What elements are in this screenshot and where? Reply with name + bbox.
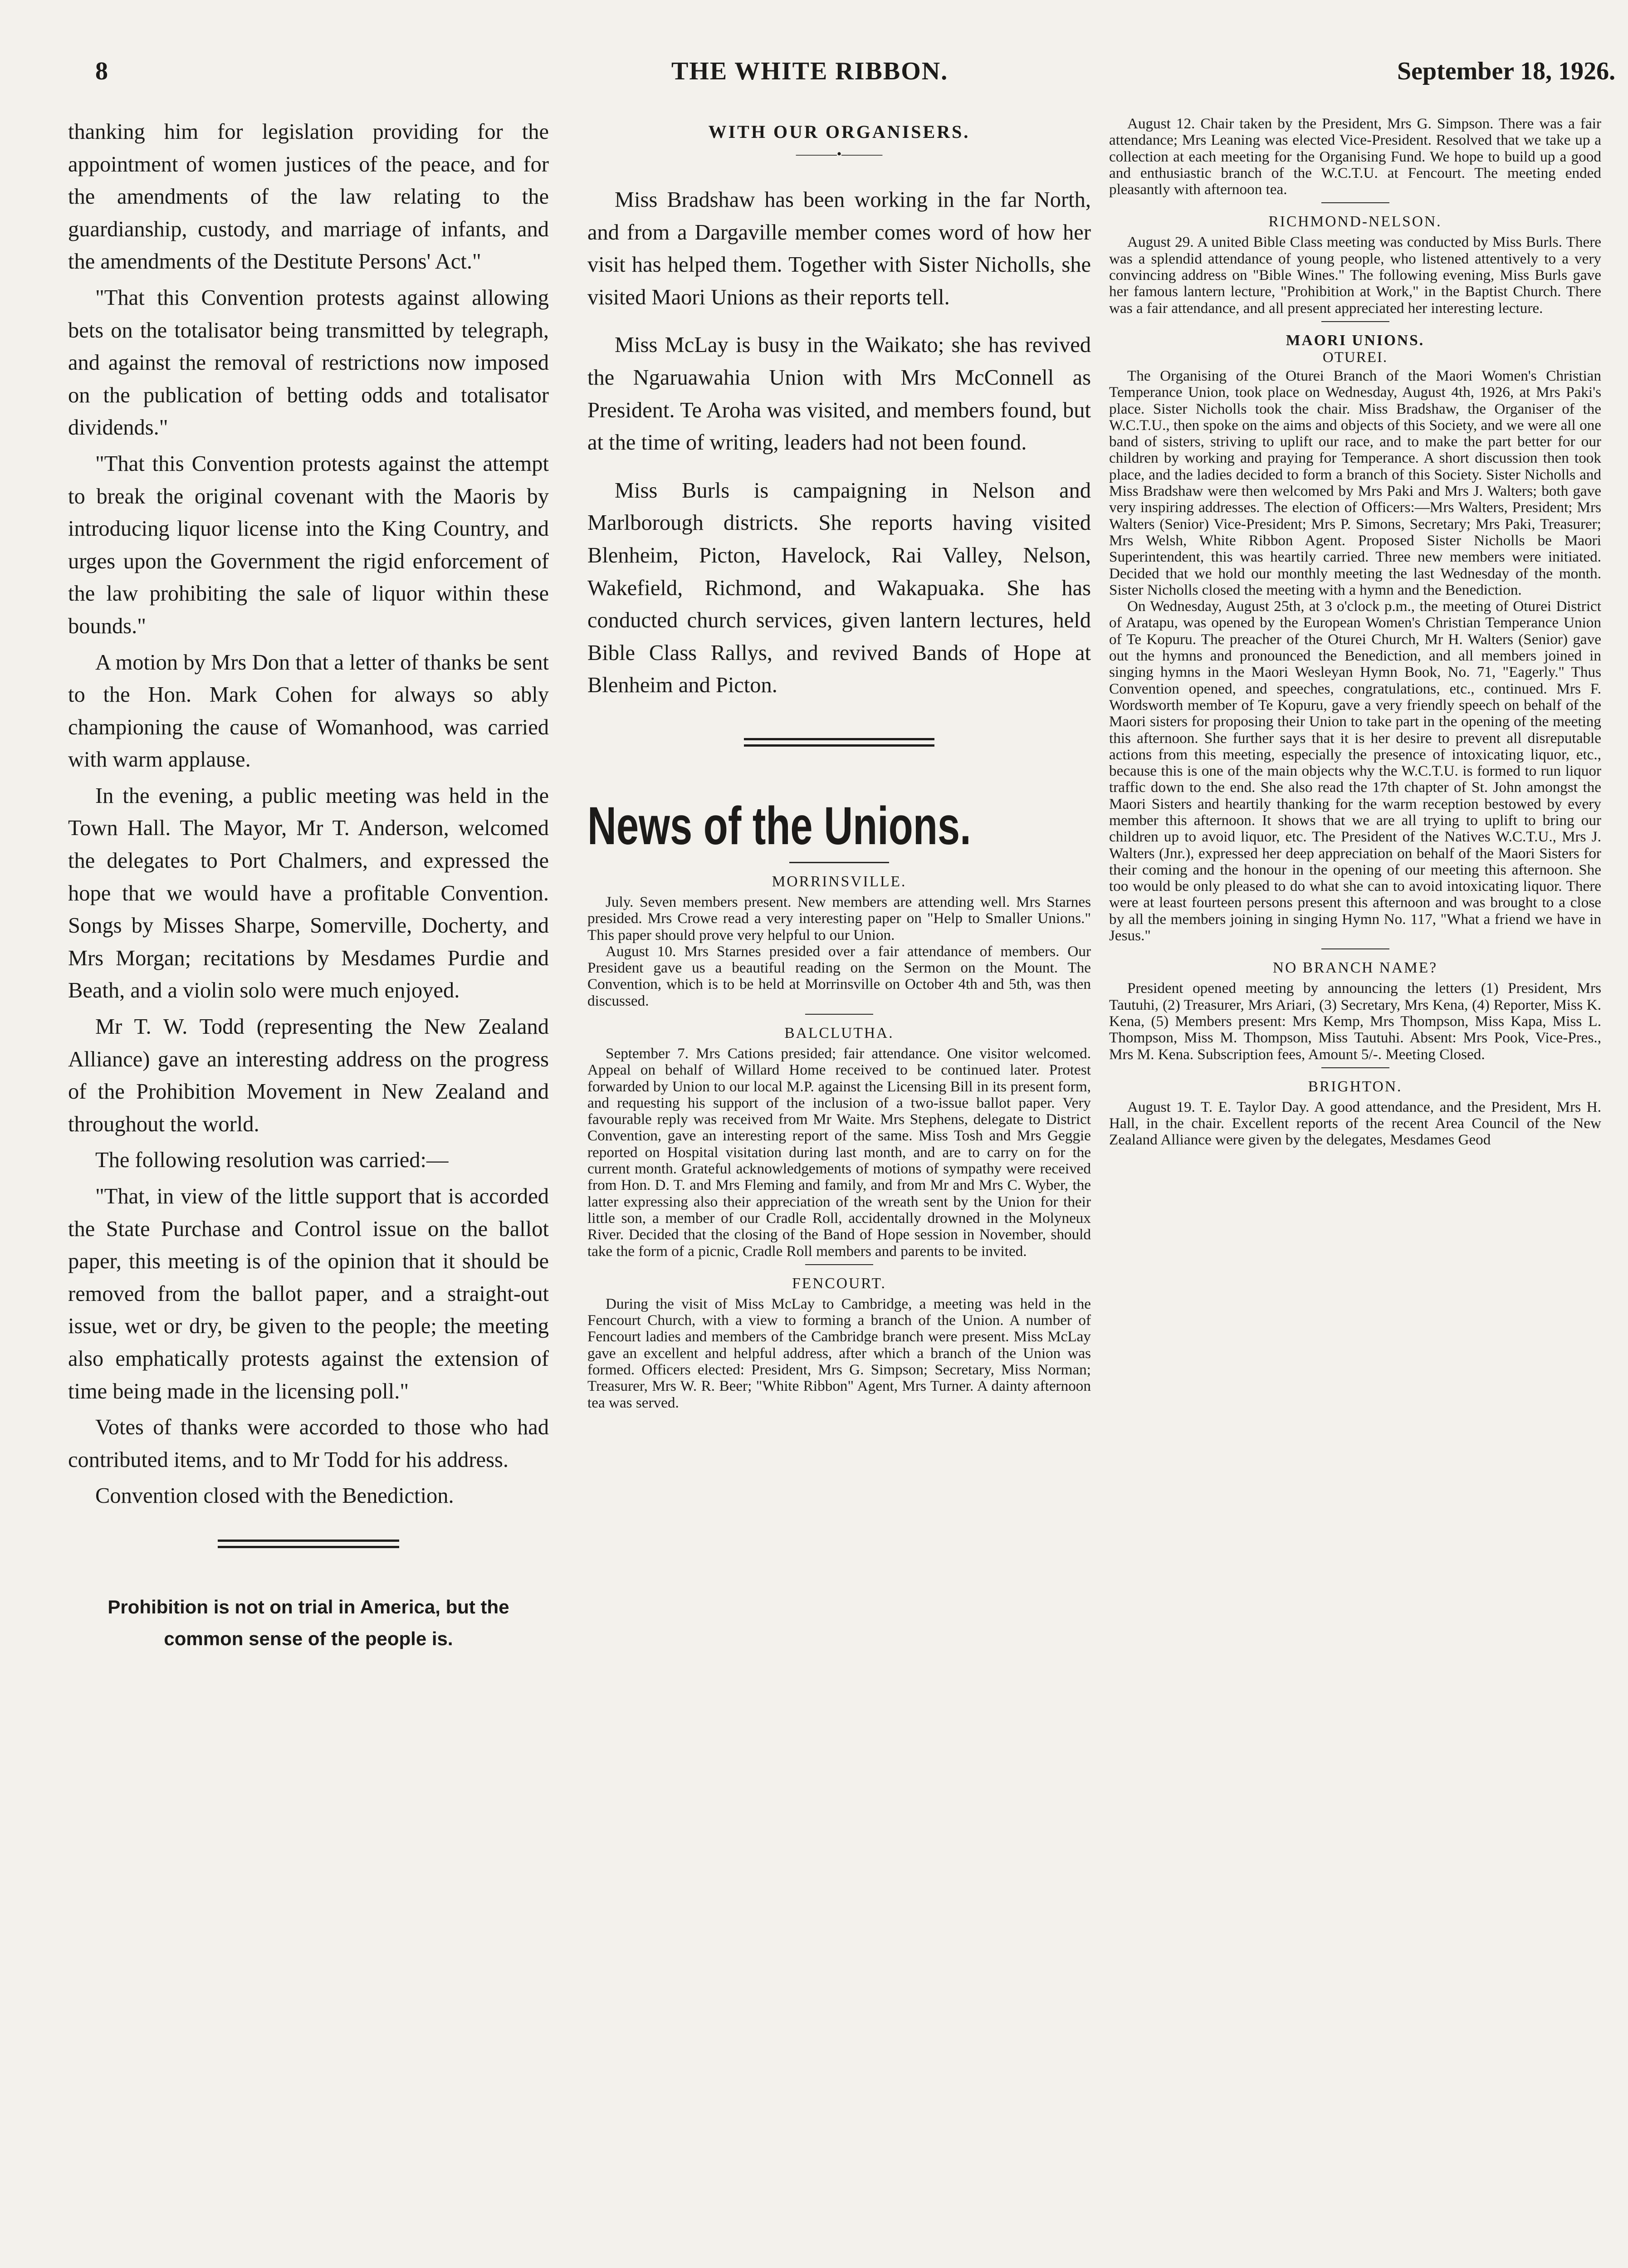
closing-note: Prohibition is not on trial in America, but the common sense of the people is. (108, 1596, 509, 1649)
column-right (1109, 116, 1601, 2268)
paragraph: Convention closed with the Benediction. (95, 1484, 454, 1508)
paragraph: thanking him for legislation providing for the appointment of women justices of the peace, and for the amendments of the law relating to the guardianship, custody, and marriage of infants, and the amendments of the Destitute Persons' Act." (68, 120, 549, 274)
paragraph: August 29. A united Bible Class meeting was conducted by Miss Burls. There was a splendid attendance of young people, who listened attentively to a very convincing address on "Bible Wines." The following evening, Miss Burls gave her famous lantern lecture, "Prohibition at Work," in the Baptist Church. There was a fair attendance, and all present appreciated her interesting lecture. (1109, 234, 1601, 317)
paragraph: During the visit of Miss McLay to Cambridge, a meeting was held in the Fencourt Church, with a view to forming a branch of the Union. A number of Fencourt ladies and members of the Cambridge branch were present. Miss McLay gave an excellent and helpful address, after which a branch of the Union was formed. Officers elected: President, Mrs G. Simpson; Secretary, Miss Norman; Treasurer, Mrs W. R. Beer; "White Ribbon" Agent, Mrs Turner. A dainty afternoon tea was served. (587, 1295, 1091, 1411)
convention-report (68, 116, 549, 1512)
union-subheading: OTUREI. (1322, 349, 1388, 366)
paragraph: In the evening, a public meeting was held in the Town Hall. The Mayor, Mr T. Anderson, welcomed the delegates to Port Chalmers, and expressed the hope that we would have a profitable Convention. Songs by Misses Sharpe, Somerville, Docherty, and Mrs Morgan; recitations by Mesdames Purdie and Beath, and a violin solo were much enjoyed. (68, 783, 549, 1003)
section-rule (1321, 321, 1389, 322)
union-report-fencourt-continued (1109, 116, 1601, 198)
union-report-brighton (1109, 1078, 1601, 1149)
organisers-heading: WITH OUR ORGANISERS. (708, 122, 970, 142)
union-heading: MAORI UNIONS. (1286, 332, 1425, 349)
paragraph: On Wednesday, August 25th, at 3 o'clock p.m., the meeting of Oturei District of Aratapu, was opened by the European Women's Christian Temperance Union of Te Kopuru. The preacher of the Oturei Church, Mr H. Walters (Senior) gave out the hymns and pronounced the Benediction, and all members joined in singing hymns in the Maori Wesleyan Hymn Book, No. 71, "Eagerly." Thus Convention opened, and speeches, congratulations, etc., continued. Mrs F. Wordsworth member of Te Kopuru, gave a very friendly speech on behalf of the Maori sisters for proposing their Union to take part in the opening of the meeting this afternoon. She further says that it is her desire to prevent all disreputable actions from this meeting, especially the presence of intoxicating liquor, etc., because this is one of the main objects why the W.C.T.U. is formed to run liquor traffic down to the end. She also read the 17th chapter of St. John amongst the Maori Sisters and heartily thanking for the warm reception bestowed by every member this afternoon. It shows that we are all trying to uplift to bring our children up to avoid liquor, etc. The President of the Natives W.C.T.U., Mrs J. Walters (Jnr.), expressed her deep appreciation on behalf of the Maori Sisters for their coming and the honour in the opening of our meeting this afternoon. She too would be only pleased to do what she can to avoid intoxicating liquor. There were at least fourteen persons present this afternoon and was brought to a close by all the members joining in singing Hymn No. 117, "What a friend we have in Jesus." (1109, 598, 1601, 944)
section-rule (1321, 202, 1389, 203)
union-report-no-branch-name (1109, 959, 1601, 1062)
union-report-maori-unions (1109, 332, 1601, 944)
heading-rule (789, 862, 889, 863)
paragraph: Miss Burls is campaigning in Nelson and Marlborough districts. She reports having visited Blenheim, Picton, Havelock, Rai Valley, Nelson, Wakefield, Richmond, and Wakapuaka. She has conducted church services, given lantern lectures, held Bible Class Rallys, and revived Bands of Hope at Blenheim and Picton. (587, 478, 1091, 698)
section-divider (218, 1540, 399, 1548)
paragraph: Votes of thanks were accorded to those who had contributed items, and to Mr Todd for his address. (68, 1415, 549, 1472)
column-middle (587, 116, 1091, 2268)
paragraph: August 19. T. E. Taylor Day. A good attendance, and the President, Mrs H. Hall, in the chair. Excellent reports of the recent Area Council of the New Zealand Alliance were given by the delegates, Mesdames Geod (1109, 1098, 1601, 1149)
paragraph: The Organising of the Oturei Branch of the Maori Women's Christian Temperance Union, took place on Wednesday, August 4th, 1926, at Mrs Paki's place. Sister Nicholls took the chair. Miss Bradshaw, the Organiser of the W.C.T.U., then spoke on the aims and objects of this Society, and we were all one band of sisters, striving to uplift our race, and to make the part better for our children by working and praying for Temperance. A short discussion then took place, and the ladies decided to form a branch of this Society. Sister Nicholls and Miss Bradshaw were then welcomed by Mrs Paki and Mrs J. Walters; both gave very inspiring addresses. The election of Officers:—Mrs Walters, President; Mrs Walters (Senior) Vice-President; Mrs P. Simons, Secretary; Mrs Paki, Treasurer; Mrs Welsh, White Ribbon Agent. Proposed Sister Nicholls be Maori Superintendent, this was heartily carried. Three new members were initiated. Decided that we hold our monthly meeting the last Wednesday of the month. Sister Nicholls closed the meeting with a hymn and the Benediction. (1109, 367, 1601, 598)
paragraph: Mr T. W. Todd (representing the New Zealand Alliance) gave an interesting address on the progress of the Prohibition Movement in New Zealand and throughout the world. (68, 1015, 549, 1136)
page-number: 8 (95, 57, 108, 85)
union-heading: RICHMOND-NELSON. (1268, 213, 1442, 230)
organisers-section (587, 184, 1091, 702)
paragraph: September 7. Mrs Cations presided; fair attendance. One visitor welcomed. Appeal on behalf of Willard Home received to be continued later. Protest forwarded by Union to our local M.P. against the Licensing Bill in its present form, and requesting his support of the inclusion of a two-issue ballot paper. Very favourable reply was received from Mr Waite. Mrs Stephens, delegate to District Convention, gave an interesting report of the same. Miss Tosh and Mrs Geggie reported on Hospital visitation during last month, and are to carry on for the current month. Grateful acknowledgements of motions of sympathy were received from Hon. D. T. and Mrs Fleming and family, and from Mr and Mrs C. Wyber, the latter expressing also their appreciation of the wreath sent by the Union for their little son, a member of our Cradle Roll, accidentally drowned in the Molyneux River. Decided that the closing of the Band of Hope session in November, should take the form of a picnic, Cradle Roll members and parents to be invited. (587, 1045, 1091, 1260)
news-of-unions-heading: News of the Unions. (587, 796, 971, 856)
union-heading: MORRINSVILLE. (772, 873, 907, 890)
paragraph: "That this Convention protests against the attempt to break the original covenant with the Maoris by introducing liquor license into the King Country, and urges upon the Government the rigid enforcement of the law prohibiting the sale of liquor within these bounds." (68, 451, 549, 638)
union-report-balclutha (587, 1025, 1091, 1260)
page-header (73, 57, 1628, 98)
paragraph: "That, in view of the little support that is accorded the State Purchase and Control issue on the ballot paper, this meeting is of the opinion that it should be removed from the ballot paper, and a straight-out issue, wet or dry, be given to the people; the meeting also emphatically protests against the extension of time being made in the licensing poll." (68, 1184, 549, 1403)
section-rule (805, 1264, 873, 1265)
paragraph: July. Seven members present. New members are attending well. Mrs Starnes presided. Mrs Crowe read a very interesting paper on "Help to Smaller Unions." This paper should prove very helpful to our Union. (587, 893, 1091, 943)
paragraph: August 10. Mrs Starnes presided over a fair attendance of members. Our President gave us a beautiful reading on the Sermon on the Mount. The Convention, which is to be held at Morrinsville on October 4th and 5th, was then discussed. (587, 943, 1091, 1009)
paragraph: The following resolution was carried:— (95, 1148, 449, 1173)
paragraph: A motion by Mrs Don that a letter of thanks be sent to the Hon. Mark Cohen for always so ably championing the cause of Womanhood, was carried with warm applause. (68, 650, 549, 772)
union-report-richmond-nelson (1109, 213, 1601, 316)
paragraph: President opened meeting by announcing the letters (1) President, Mrs Tautuhi, (2) Treasurer, Mrs Ariari, (3) Secretary, Mrs Kena, (4) Reporter, Miss K. Kena, (5) Members present: Mrs Kemp, Mrs Thompson, Miss Kapa, Miss L. Thompson, Miss M. Thompson, Miss Tautuhi. Absent: Mrs Pook, Vice-Pres., Mrs M. Kena. Subscription fees, Amount 5/-. Meeting Closed. (1109, 980, 1601, 1063)
section-rule (805, 1014, 873, 1015)
paragraph: Miss Bradshaw has been working in the far North, and from a Dargaville member comes word of how her visit has helped them. Together with Sister Nicholls, she visited Maori Unions as their reports tell. (587, 188, 1091, 309)
paragraph: "That this Convention protests against allowing bets on the totalisator being transmitted by telegraph, and against the removal of restrictions now imposed on the publication of betting odds and totalisator dividends." (68, 285, 549, 440)
union-heading: NO BRANCH NAME? (1272, 959, 1438, 977)
column-left (68, 116, 549, 2268)
section-divider (744, 738, 934, 747)
union-report-morrinsville (587, 873, 1091, 1009)
union-report-fencourt (587, 1275, 1091, 1411)
publication-title: THE WHITE RIBBON. (671, 57, 948, 85)
section-rule (1321, 948, 1389, 949)
union-heading: BALCLUTHA. (784, 1024, 894, 1041)
paragraph: Miss McLay is busy in the Waikato; she has revived the Ngaruawahia Union with Mrs McConnell as President. Te Aroha was visited, and members found, but at the time of writing, leaders had not been found. (587, 333, 1091, 455)
ornament-rule: ———•——— (796, 147, 883, 161)
issue-date: September 18, 1926. (1397, 57, 1616, 85)
paragraph: August 12. Chair taken by the President, Mrs G. Simpson. There was a fair attendance; Mrs Leaning was elected Vice-President. Resolved that we take up a collection at each meeting for the Organising Fund. We hope to build up a good and enthusiastic branch of the W.C.T.U. at Fencourt. The meeting ended pleasantly with afternoon tea. (1109, 115, 1601, 198)
union-heading: BRIGHTON. (1308, 1078, 1403, 1095)
section-rule (1321, 1067, 1389, 1068)
union-heading: FENCOURT. (792, 1275, 886, 1292)
